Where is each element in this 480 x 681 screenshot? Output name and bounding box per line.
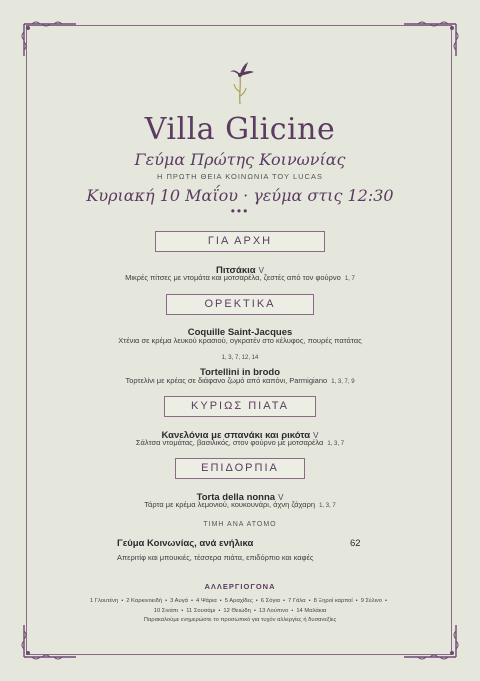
allergen-item: 9 Σέλινο — [360, 598, 383, 604]
separator-dot: • — [219, 598, 222, 604]
allergen-item: 14 Μαλάκια — [296, 608, 327, 614]
separator-dot: • — [308, 598, 311, 604]
corner-flourish-bottom-left — [20, 621, 80, 661]
dish-name: Πιτσάκια — [216, 265, 256, 276]
separator-dot: • — [121, 598, 124, 604]
allergen-item: 6 Σόγια — [260, 598, 280, 604]
allergens-title: ΑΛΛΕΡΓΙΟΓΟΝΑ — [204, 582, 276, 591]
section-heading-desserts: ΕΠΙΔΟΡΠΙΑ — [175, 458, 305, 479]
section-heading-starters: ΓΙΑ ΑΡΧΗ — [155, 231, 325, 252]
separator-dot: • — [282, 598, 286, 604]
allergen-item: 2 Καρκινοειδή — [126, 598, 163, 604]
occasion-line: Η ΠΡΩΤΗ ΘΕΙΑ ΚΟΙΝΩΝΙΑ ΤΟΥ LUCAS — [157, 172, 323, 181]
allergen-item: 5 Αραχίδες — [224, 598, 253, 604]
dish-name: Tortellini in brodo — [199, 367, 281, 378]
dish-name: Κανελόνια με σπανάκι και ρικότα — [161, 430, 311, 441]
allergen-item: 4 Ψάρια — [196, 598, 217, 604]
dish-desc-text: Σάλτσα ντομάτας, βασιλικός, στον φούρνο με μοτσαρέλα — [135, 438, 324, 447]
vegetarian-tag: V — [313, 431, 319, 440]
package-description: Απεριτίφ και μπουκιές, τέσσερα πιάτα, επιδόρπιο και καφές — [117, 553, 314, 562]
allergen-item: 12 Θειώδη — [223, 608, 251, 614]
price-per-person-label: ΤΙΜΗ ΑΝΑ ΑΤΟΜΟ — [203, 521, 277, 528]
event-subtitle: Γεύμα Πρώτης Κοινωνίας — [134, 150, 346, 169]
dish-name: Coquille Saint-Jacques — [187, 327, 293, 338]
corner-flourish-bottom-right — [400, 621, 460, 661]
wisteria-flower-icon — [220, 56, 260, 106]
separator-dot: • — [190, 598, 194, 604]
separator-dot: • — [385, 598, 388, 604]
restaurant-title: Villa Glicine — [144, 112, 336, 147]
separator-dot: • — [165, 598, 168, 604]
corner-flourish-top-left — [20, 20, 80, 60]
allergen-item: 7 Γάλα — [288, 598, 306, 604]
dish-allergens: 1, 3, 7, 12, 14 — [221, 355, 259, 361]
allergen-item: 3 Αυγά — [170, 598, 188, 604]
separator-dot: • — [253, 608, 256, 614]
vegetarian-tag: V — [278, 493, 284, 502]
allergen-item: 13 Λούπινο — [258, 608, 289, 614]
allergen-item: 11 Σουσάμι — [186, 608, 216, 614]
separator-dot: • — [181, 608, 184, 614]
dish-description — [0, 273, 480, 282]
separator-dot: • — [291, 608, 294, 614]
dish-description — [0, 500, 480, 509]
dish-desc-text: Τορτελίνι με κρέας σε διάφανο ζωμό από καπόνι, Parmigiano — [125, 376, 328, 385]
dish-name: Torta della nonna — [196, 492, 276, 503]
dish-description — [0, 438, 480, 447]
dish-allergens: 1, 3, 7 — [327, 441, 345, 447]
separator-dot: • — [255, 598, 258, 604]
allergen-item: 10 Σινάπι — [153, 608, 179, 614]
allergen-item: 1 Γλουτένη — [89, 598, 119, 604]
dish-description: Χτένια σε κρέμα λευκού κρασιού, ογκρατέν στο κέλυφος, πουρές πατάτας — [118, 336, 362, 345]
allergen-item: 8 Ξηροί καρποί — [313, 598, 353, 604]
separator-dot: • — [355, 598, 358, 604]
dish-allergens: 1, 3, 7, 9 — [331, 379, 355, 385]
dish-allergens: 1, 3, 7 — [319, 503, 336, 509]
corner-flourish-top-right — [400, 20, 460, 60]
section-heading-mains: ΚΥΡΙΩΣ ΠΙΑΤΑ — [164, 396, 316, 417]
vegetarian-tag: V — [258, 266, 264, 275]
divider-dots: ••• — [230, 204, 250, 218]
allergy-note: Παρακαλούμε ενημερώστε το προσωπικό για τυχόν αλλεργίες ή δυσανεξίες — [143, 617, 337, 623]
section-heading-appetizers: ΟΡΕΚΤΙΚΑ — [166, 294, 314, 315]
allergens-list — [0, 596, 480, 616]
dish-description — [0, 376, 480, 385]
package-price: 62 — [350, 538, 361, 549]
dish-desc-text: Μικρές πίτσες με ντομάτα και μοτσαρέλα, ζεστές από τον φούρνο — [125, 273, 341, 282]
dish-desc-text: Τάρτα με κρέμα λεμονιού, κουκουνάρι, άχνη ζάχαρη — [144, 500, 316, 509]
dish-allergens: 1, 7 — [344, 276, 355, 282]
date-line: Κυριακή 10 Μαΐου · γεύμα στις 12:30 — [86, 186, 394, 205]
separator-dot: • — [218, 608, 221, 614]
allergen-row — [0, 596, 480, 606]
allergen-row — [0, 606, 480, 616]
package-name: Γεύμα Κοινωνίας, ανά ενήλικα — [117, 538, 254, 549]
